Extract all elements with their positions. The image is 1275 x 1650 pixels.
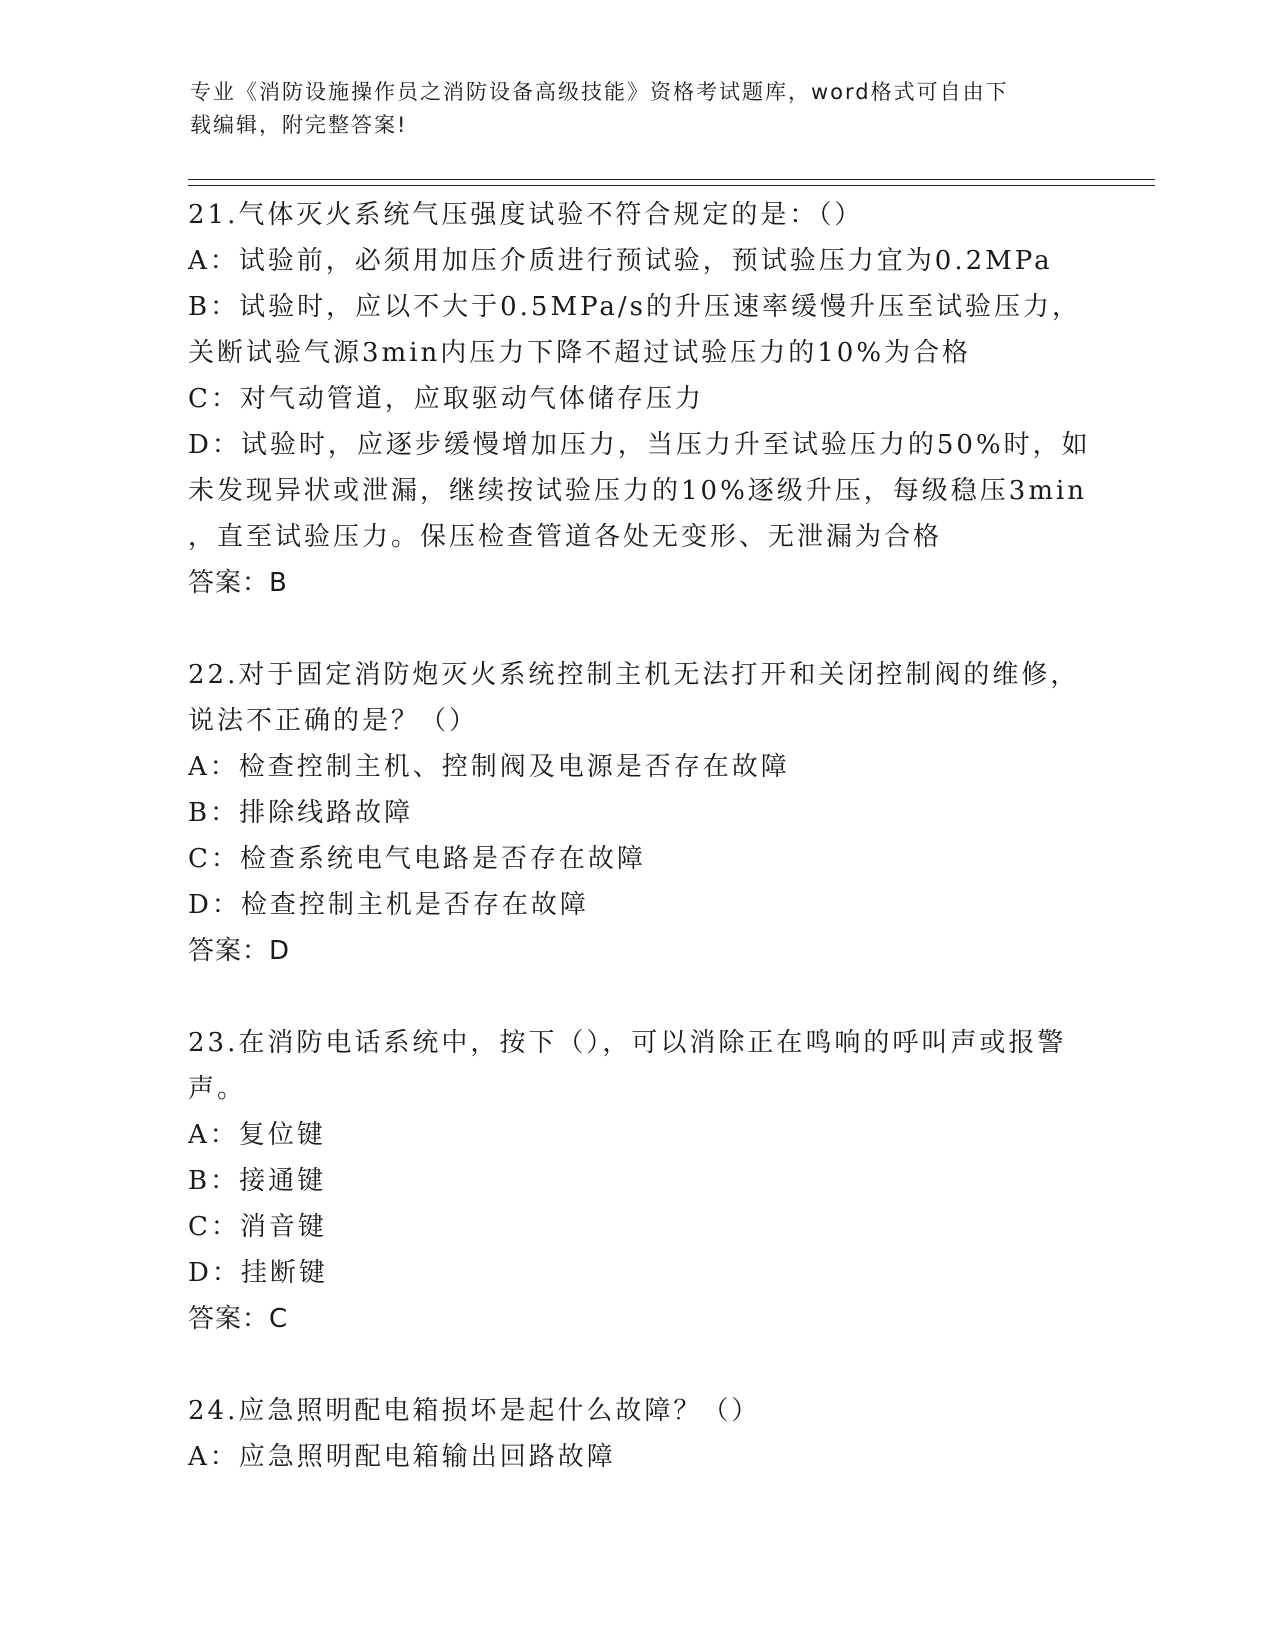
- header-divider: [188, 185, 1155, 186]
- question-23: [188, 1020, 1088, 1342]
- question-list: [188, 192, 1091, 1480]
- option-b-continued: 关断试验气源3min内压力下降不超过试验压力的10%为合格: [188, 338, 972, 368]
- question-text-continued: 说法不正确的是？（）: [188, 706, 479, 736]
- question-24: [188, 1388, 1088, 1480]
- header-line: 专业《消防设施操作员之消防设备高级技能》资格考试题库，word格式可自由下: [190, 80, 1009, 104]
- question-text: 22.对于固定消防炮灭火系统控制主机无法打开和关闭控制阀的维修，: [188, 660, 1080, 690]
- option-b: B：接通键: [188, 1166, 327, 1196]
- question-text: 24.应急照明配电箱损坏是起什么故障？（）: [188, 1396, 761, 1426]
- option-a: A：复位键: [188, 1120, 326, 1150]
- option-b: B：试验时，应以不大于0.5MPa/s的升压速率缓慢升压至试验压力，: [188, 292, 1082, 322]
- option-a: A：试验前，必须用加压介质进行预试验，预试验压力宜为0.2MPa: [188, 246, 1053, 276]
- option-c: C：检查系统电气电路是否存在故障: [188, 844, 646, 874]
- header-line: 载编辑，附完整答案!: [190, 113, 408, 137]
- option-d: D：试验时，应逐步缓慢增加压力，当压力升至试验压力的50%时，如: [188, 430, 1091, 460]
- option-d-continued: 未发现异状或泄漏，继续按试验压力的10%逐级升压，每级稳压3min: [188, 476, 1088, 506]
- option-d: D：检查控制主机是否存在故障: [188, 890, 589, 920]
- option-d-continued: ，直至试验压力。保压检查管道各处无变形、无泄漏为合格: [188, 522, 943, 552]
- option-a: A：应急照明配电箱输出回路故障: [188, 1442, 616, 1472]
- question-22: [188, 652, 1088, 974]
- question-text-continued: 声。: [188, 1074, 247, 1104]
- option-c: C：对气动管道，应取驱动气体储存压力: [188, 384, 704, 414]
- document-header: [190, 76, 1070, 142]
- question-text: 21.气体灭火系统气压强度试验不符合规定的是：（）: [188, 200, 864, 230]
- option-d: D：挂断键: [188, 1258, 328, 1288]
- option-b: B：排除线路故障: [188, 798, 414, 828]
- option-c: C：消音键: [188, 1212, 327, 1242]
- question-text: 23.在消防电话系统中，按下（），可以消除正在鸣响的呼叫声或报警: [188, 1028, 1067, 1058]
- option-a: A：检查控制主机、控制阀及电源是否存在故障: [188, 752, 790, 782]
- answer: 答案：B: [188, 568, 288, 598]
- answer: 答案：C: [188, 1304, 289, 1334]
- answer: 答案：D: [188, 936, 291, 966]
- question-21: [188, 192, 1091, 606]
- header-divider: [188, 179, 1155, 180]
